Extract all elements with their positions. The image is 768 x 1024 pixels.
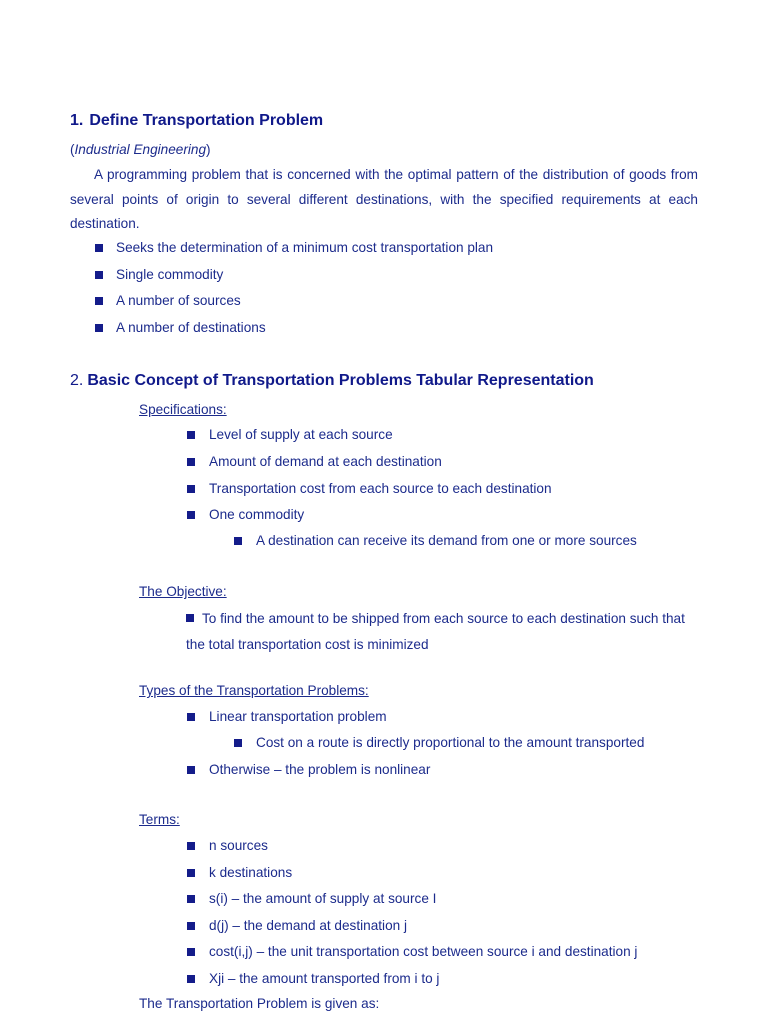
objective-heading: The Objective: <box>139 584 227 599</box>
square-bullet-icon <box>187 485 195 493</box>
square-bullet-icon <box>234 537 242 545</box>
specification-item-4: One commodity <box>209 507 305 522</box>
category-label: Industrial Engineering <box>74 142 207 157</box>
objective-item <box>186 606 698 657</box>
section-1-bullet-4: A number of destinations <box>116 320 266 335</box>
types-subitem: Cost on a route is directly proportional to the amount transported <box>256 735 645 750</box>
square-bullet-icon <box>187 766 195 774</box>
section-1-paragraph: A programming problem that is concerned with the optimal pattern of the distribution of goods from several points of origin to several different destinations, with the specified requirements at each destination. <box>70 167 698 231</box>
square-bullet-icon <box>187 869 195 877</box>
term-item-3: s(i) – the amount of supply at source I <box>209 891 437 906</box>
specification-item-1: Level of supply at each source <box>209 427 393 442</box>
specifications-heading: Specifications: <box>139 402 227 417</box>
section-1-heading <box>70 112 323 130</box>
square-bullet-icon <box>187 895 195 903</box>
specification-subitem: A destination can receive its demand from one or more sources <box>256 533 637 548</box>
square-bullet-icon <box>187 431 195 439</box>
term-item-5: cost(i,j) – the unit transportation cost between source i and destination j <box>209 944 638 959</box>
term-item-1: n sources <box>209 838 268 853</box>
term-item-2: k destinations <box>209 865 293 880</box>
specification-item-2: Amount of demand at each destination <box>209 454 442 469</box>
types-item-1: Linear transportation problem <box>209 709 387 724</box>
section-1-category <box>70 142 211 157</box>
section-1-title: Define Transportation Problem <box>89 112 324 129</box>
section-1-bullet-2: Single commodity <box>116 267 224 282</box>
square-bullet-icon <box>186 614 194 622</box>
square-bullet-icon <box>95 324 103 332</box>
term-item-4: d(j) – the demand at destination j <box>209 918 407 933</box>
specification-item-3: Transportation cost from each source to each destination <box>209 481 552 496</box>
section-2-title: Basic Concept of Transportation Problems Tabular Representation <box>87 372 594 389</box>
terms-heading: Terms: <box>139 812 180 827</box>
section-1-number: 1. <box>70 112 84 129</box>
section-1-bullet-1: Seeks the determination of a minimum cost transportation plan <box>116 240 494 255</box>
square-bullet-icon <box>187 458 195 466</box>
objective-text: To find the amount to be shipped from each source to each destination such that the total transportation cost is minimized <box>186 611 685 652</box>
types-heading: Types of the Transportation Problems: <box>139 683 369 698</box>
closing-line: The Transportation Problem is given as: <box>139 996 380 1011</box>
square-bullet-icon <box>234 739 242 747</box>
square-bullet-icon <box>95 271 103 279</box>
section-2-number: 2. <box>70 372 84 389</box>
category-close-paren: ) <box>206 142 211 157</box>
square-bullet-icon <box>187 922 195 930</box>
term-item-6: Xji – the amount transported from i to j <box>209 971 440 986</box>
square-bullet-icon <box>95 244 103 252</box>
category-open-paren: ( <box>70 142 75 157</box>
square-bullet-icon <box>187 511 195 519</box>
square-bullet-icon <box>187 948 195 956</box>
section-2-heading <box>70 372 594 390</box>
square-bullet-icon <box>187 713 195 721</box>
section-1-bullet-3: A number of sources <box>116 293 241 308</box>
square-bullet-icon <box>187 842 195 850</box>
types-item-2: Otherwise – the problem is nonlinear <box>209 762 431 777</box>
square-bullet-icon <box>95 297 103 305</box>
square-bullet-icon <box>187 975 195 983</box>
